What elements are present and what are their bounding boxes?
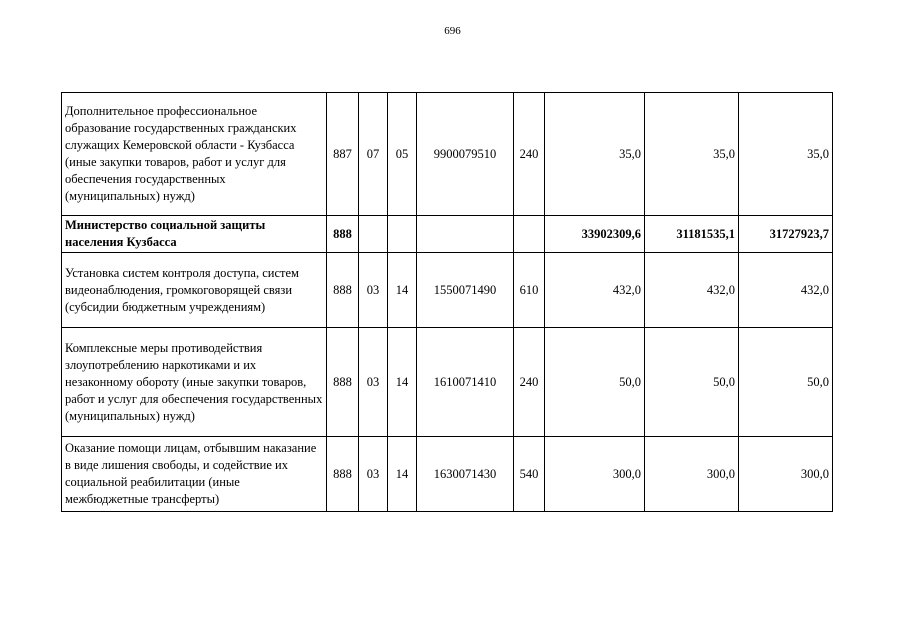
table-row	[62, 328, 833, 437]
expense-type: 540	[514, 437, 545, 512]
amount-year-1: 300,0	[545, 437, 645, 512]
section-code	[359, 216, 388, 253]
amount-year-3: 35,0	[739, 93, 833, 216]
row-name: Министерство социальной защиты населения Кузбасса	[62, 216, 327, 253]
amount-year-3: 300,0	[739, 437, 833, 512]
subsection-code: 14	[388, 328, 417, 437]
section-code: 03	[359, 437, 388, 512]
row-name: Оказание помощи лицам, отбывшим наказание в виде лишения свободы, и содействие их социальной реабилитации (иные межбюджетные трансферты)	[62, 437, 327, 512]
amount-year-2: 50,0	[645, 328, 739, 437]
row-name: Комплексные меры противодействия злоупотреблению наркотиками и их незаконному обороту (иные закупки товаров, работ и услуг для обеспечения государственных (муниципальных) нужд)	[62, 328, 327, 437]
amount-year-3: 432,0	[739, 253, 833, 328]
budget-table	[61, 92, 833, 512]
subsection-code: 05	[388, 93, 417, 216]
table-row	[62, 216, 833, 253]
section-code: 07	[359, 93, 388, 216]
expense-type	[514, 216, 545, 253]
subsection-code: 14	[388, 437, 417, 512]
amount-year-2: 432,0	[645, 253, 739, 328]
amount-year-3: 50,0	[739, 328, 833, 437]
amount-year-2: 300,0	[645, 437, 739, 512]
section-code: 03	[359, 253, 388, 328]
amount-year-1: 35,0	[545, 93, 645, 216]
ministry-code: 888	[327, 216, 359, 253]
subsection-code	[388, 216, 417, 253]
target-article: 1630071430	[417, 437, 514, 512]
target-article	[417, 216, 514, 253]
row-name: Дополнительное профессиональное образование государственных гражданских служащих Кемеровской области - Кузбасса (иные закупки товаров, работ и услуг для обеспечения государственных (муниципальных) нужд)	[62, 93, 327, 216]
expense-type: 240	[514, 328, 545, 437]
table-row	[62, 437, 833, 512]
amount-year-1: 33902309,6	[545, 216, 645, 253]
ministry-code: 888	[327, 253, 359, 328]
section-code: 03	[359, 328, 388, 437]
expense-type: 610	[514, 253, 545, 328]
target-article: 1550071490	[417, 253, 514, 328]
row-name: Установка систем контроля доступа, систем видеонаблюдения, громкоговорящей связи (субсидии бюджетным учреждениям)	[62, 253, 327, 328]
amount-year-2: 31181535,1	[645, 216, 739, 253]
ministry-code: 887	[327, 93, 359, 216]
table-row	[62, 253, 833, 328]
target-article: 1610071410	[417, 328, 514, 437]
amount-year-2: 35,0	[645, 93, 739, 216]
amount-year-1: 50,0	[545, 328, 645, 437]
ministry-code: 888	[327, 437, 359, 512]
ministry-code: 888	[327, 328, 359, 437]
table-row	[62, 93, 833, 216]
amount-year-3: 31727923,7	[739, 216, 833, 253]
expense-type: 240	[514, 93, 545, 216]
subsection-code: 14	[388, 253, 417, 328]
target-article: 9900079510	[417, 93, 514, 216]
amount-year-1: 432,0	[545, 253, 645, 328]
page-number: 696	[444, 25, 461, 37]
